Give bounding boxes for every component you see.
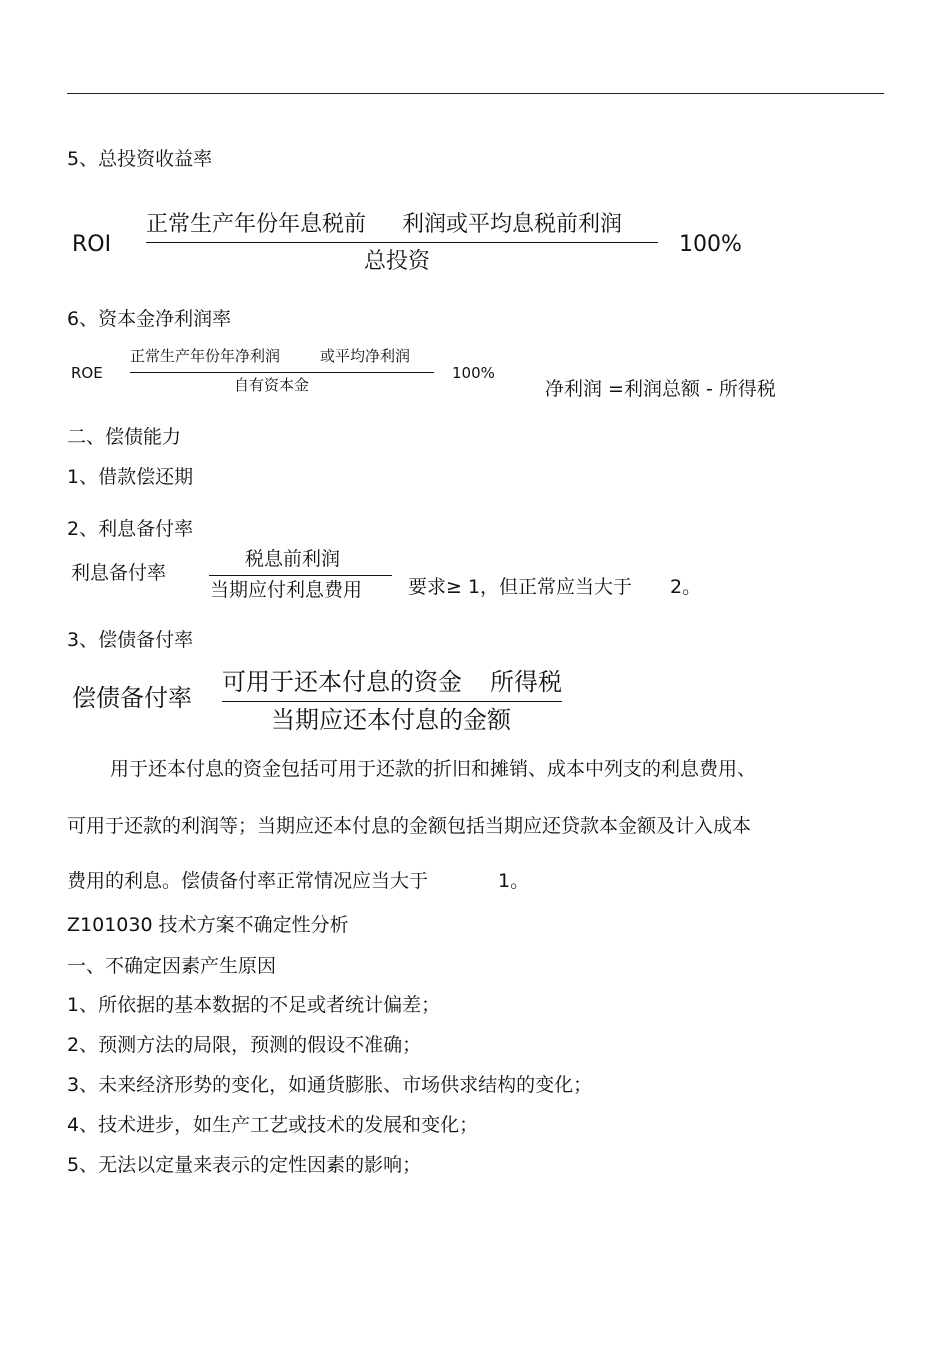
uncertainty-item: 3、未来经济形势的变化，如通货膨胀、市场供求结构的变化； bbox=[67, 1074, 593, 1096]
solvency-heading: 二、偿债能力 bbox=[67, 426, 182, 448]
header-rule bbox=[67, 93, 884, 94]
dscr-paragraph-line-3: 费用的利息。偿债备付率正常情况应当大于 bbox=[67, 870, 429, 892]
dscr-fraction-bar bbox=[222, 701, 562, 702]
dscr-paragraph-value: 1。 bbox=[498, 870, 530, 892]
dscr-denominator: 当期应还本付息的金额 bbox=[271, 706, 511, 734]
roe-symbol: ROE bbox=[71, 364, 103, 382]
uncertainty-item: 2、预测方法的局限，预测的假设不准确； bbox=[67, 1034, 422, 1056]
uncertainty-item: 5、无法以定量来表示的定性因素的影响； bbox=[67, 1154, 422, 1176]
roe-numerator-a: 正常生产年份年净利润 bbox=[130, 347, 281, 365]
dscr-numerator-b: 所得税 bbox=[490, 668, 562, 696]
roe-fraction-bar bbox=[130, 372, 434, 373]
uncertainty-subheading: 一、不确定因素产生原因 bbox=[67, 955, 277, 977]
dscr-numerator-a: 可用于还本付息的资金 bbox=[222, 668, 462, 696]
roi-numerator-b: 利润或平均息税前利润 bbox=[402, 212, 623, 237]
roi-numerator-a: 正常生产年份年息税前 bbox=[146, 212, 367, 237]
roe-factor: 100% bbox=[452, 364, 495, 382]
solvency-item-1: 1、借款偿还期 bbox=[67, 466, 194, 488]
roe-heading: 6、资本金净利润率 bbox=[67, 308, 232, 330]
roi-symbol: ROI bbox=[72, 232, 112, 257]
icr-requirement: 要求≥ 1，但正常应当大于 bbox=[408, 576, 633, 598]
uncertainty-heading: Z101030 技术方案不确定性分析 bbox=[67, 914, 349, 936]
roi-factor: 100% bbox=[679, 232, 742, 257]
dscr-paragraph-line-1: 用于还本付息的资金包括可用于还款的折旧和摊销、成本中列支的利息费用、 bbox=[110, 758, 757, 780]
roi-heading: 5、总投资收益率 bbox=[67, 148, 213, 170]
uncertainty-item: 4、技术进步，如生产工艺或技术的发展和变化； bbox=[67, 1114, 479, 1136]
icr-fraction-bar bbox=[209, 575, 392, 576]
icr-symbol: 利息备付率 bbox=[71, 562, 167, 584]
uncertainty-item: 1、所依据的基本数据的不足或者统计偏差； bbox=[67, 994, 441, 1016]
solvency-item-3: 3、偿债备付率 bbox=[67, 629, 194, 651]
roi-denominator: 总投资 bbox=[364, 249, 431, 274]
icr-numerator: 税息前利润 bbox=[245, 548, 341, 570]
roe-denominator: 自有资本金 bbox=[234, 376, 310, 394]
dscr-paragraph-line-2: 可用于还款的利润等；当期应还本付息的金额包括当期应还贷款本金额及计入成本 bbox=[67, 815, 752, 837]
roe-note: 净利润 =利润总额 - 所得税 bbox=[545, 378, 776, 400]
dscr-symbol: 偿债备付率 bbox=[72, 684, 192, 712]
icr-denominator: 当期应付利息费用 bbox=[210, 579, 363, 601]
solvency-item-2: 2、利息备付率 bbox=[67, 518, 194, 540]
roe-numerator-b: 或平均净利润 bbox=[320, 347, 411, 365]
icr-value: 2。 bbox=[670, 576, 702, 598]
roi-fraction-bar bbox=[146, 242, 658, 243]
